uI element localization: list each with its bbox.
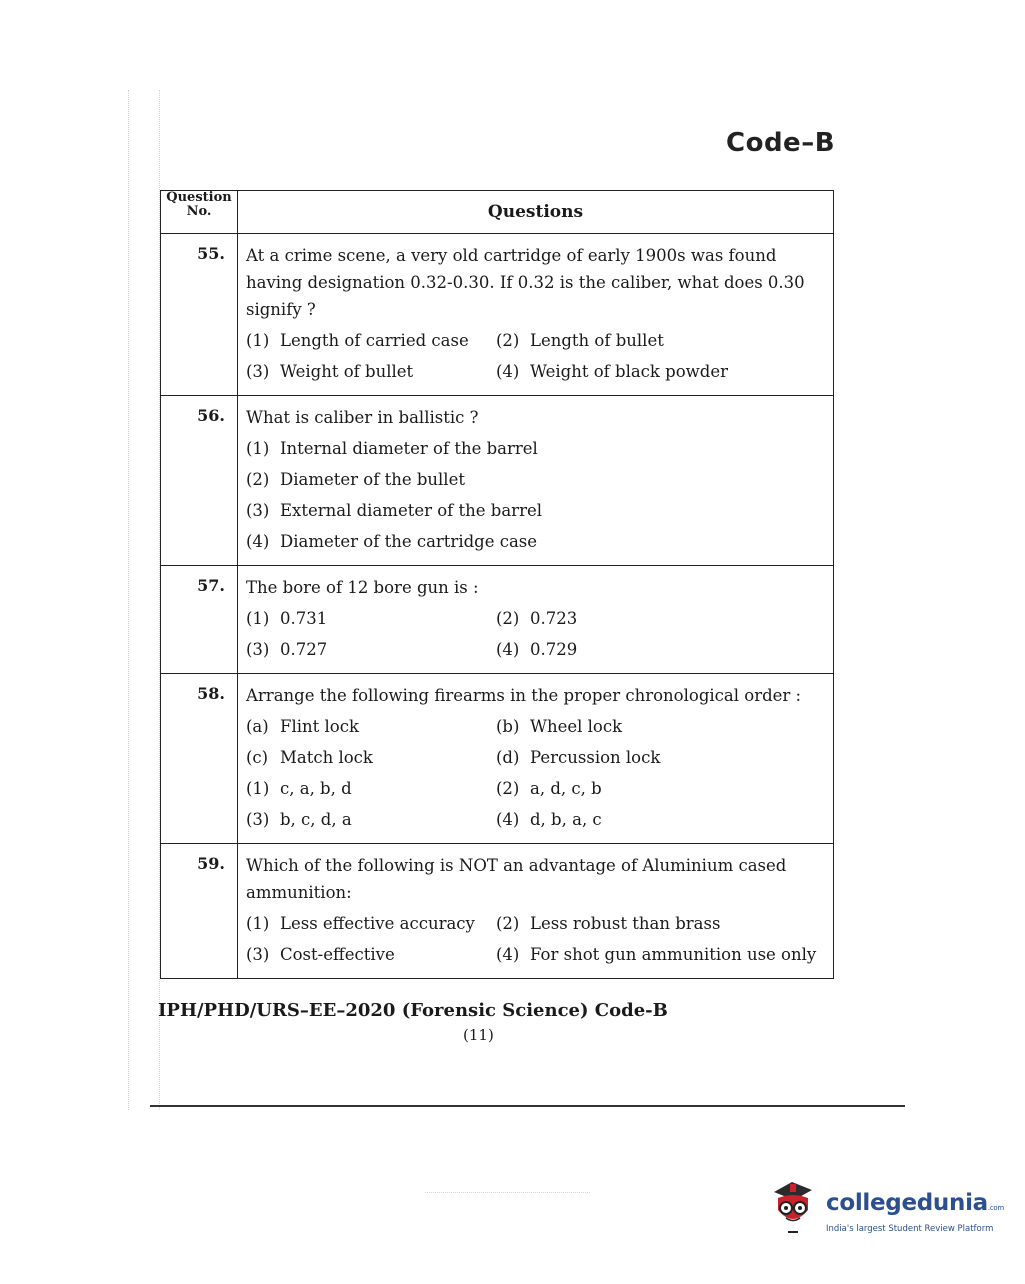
options — [246, 435, 827, 555]
column-header-number: Question No. — [161, 191, 238, 234]
option: (2) Less robust than brass — [496, 914, 721, 933]
brand-name: collegedunia.com — [826, 1190, 1004, 1216]
question-body — [238, 566, 834, 674]
page-number: (11) — [463, 1026, 494, 1044]
question-body — [238, 234, 834, 396]
option: (3) 0.727 — [246, 640, 328, 659]
option: (1) Less effective accuracy — [246, 914, 475, 933]
options — [246, 327, 827, 385]
question-stem: Which of the following is NOT an advantage of Aluminium cased ammunition: — [246, 856, 787, 902]
question-stem: The bore of 12 bore gun is : — [246, 578, 479, 597]
paper-code: Code–B — [726, 128, 836, 158]
item: (b) Wheel lock — [496, 717, 623, 736]
option: (1) c, a, b, d — [246, 779, 352, 798]
option: (2) Length of bullet — [496, 331, 664, 350]
question-number: 56. — [161, 396, 238, 566]
option: (3) Weight of bullet — [246, 362, 414, 381]
column-header-questions: Questions — [238, 191, 834, 234]
question-number: 59. — [161, 844, 238, 979]
question-stem: At a crime scene, a very old cartridge of early 1900s was found having designation 0.32-0.30. If 0.32 is the caliber, what does 0.30 signify ? — [246, 246, 805, 319]
item: (c) Match lock — [246, 748, 373, 767]
option: (3) Cost-effective — [246, 945, 395, 964]
options — [246, 910, 827, 968]
option: (4) For shot gun ammunition use only — [496, 945, 817, 964]
question-stem: What is caliber in ballistic ? — [246, 408, 479, 427]
question-row — [161, 566, 834, 674]
question-row — [161, 234, 834, 396]
scan-edge — [128, 90, 160, 1110]
bottom-divider — [150, 1105, 905, 1107]
question-row — [161, 674, 834, 844]
question-number: 58. — [161, 674, 238, 844]
option: (3) External diameter of the barrel — [246, 501, 543, 520]
option: (1) Internal diameter of the barrel — [246, 439, 538, 458]
option: (4) Weight of black powder — [496, 362, 728, 381]
question-body — [238, 844, 834, 979]
mascot-icon — [768, 1178, 818, 1236]
question-body — [238, 396, 834, 566]
exam-footer: IPH/PHD/URS–EE–2020 (Forensic Science) Code-B — [158, 1000, 668, 1021]
option: (2) a, d, c, b — [496, 779, 602, 798]
question-body — [238, 674, 834, 844]
brand-watermark — [768, 1176, 1004, 1246]
item: (d) Percussion lock — [496, 748, 661, 767]
match-items — [246, 713, 827, 771]
option: (2) Diameter of the bullet — [246, 470, 465, 489]
option: (4) 0.729 — [496, 640, 578, 659]
option: (4) d, b, a, c — [496, 810, 602, 829]
option: (4) Diameter of the cartridge case — [246, 532, 538, 551]
question-stem: Arrange the following firearms in the proper chronological order : — [246, 686, 802, 705]
question-row — [161, 844, 834, 979]
question-number: 55. — [161, 234, 238, 396]
option: (1) Length of carried case — [246, 331, 469, 350]
item: (a) Flint lock — [246, 717, 359, 736]
scan-artifact — [425, 1192, 590, 1194]
option: (3) b, c, d, a — [246, 810, 352, 829]
options — [246, 605, 827, 663]
question-row — [161, 396, 834, 566]
brand-tagline: India's largest Student Review Platform — [826, 1224, 994, 1234]
question-table — [160, 190, 834, 979]
option: (2) 0.723 — [496, 609, 578, 628]
question-number: 57. — [161, 566, 238, 674]
options — [246, 775, 827, 833]
option: (1) 0.731 — [246, 609, 328, 628]
